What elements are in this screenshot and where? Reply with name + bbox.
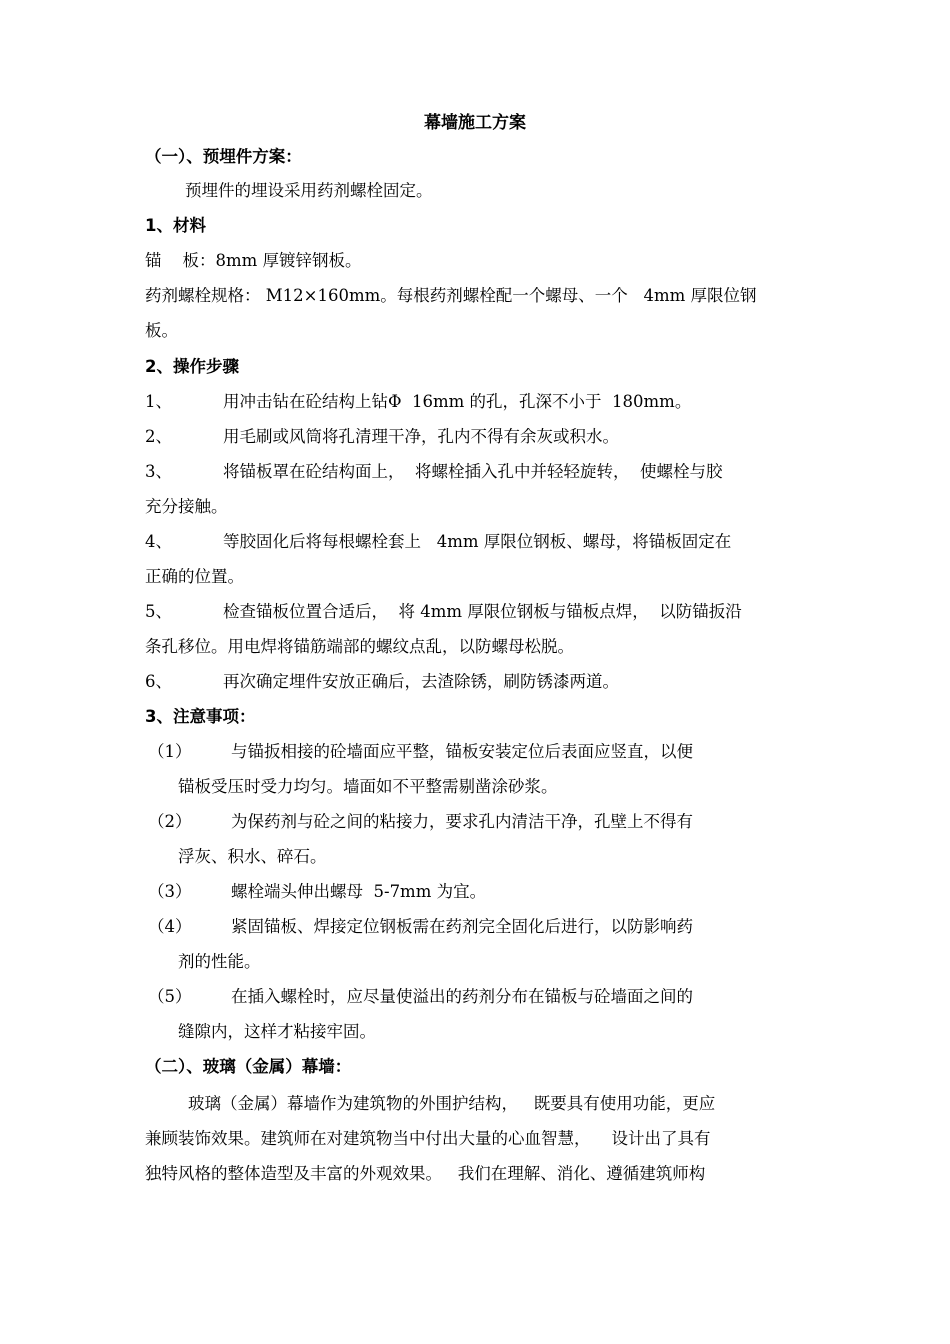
step-number: 4、 bbox=[145, 532, 172, 551]
note-text: 与锚扳相接的砼墙面应平整，锚板安装定位后表面应竖直，以便 bbox=[231, 742, 693, 761]
step-text: 用冲击钻在砼结构上钻Φ 16mm 的孔，孔深不小于 180mm。 bbox=[223, 392, 692, 411]
step-number: 3、 bbox=[145, 462, 172, 481]
note-text-continued: 剂的性能。 bbox=[178, 952, 261, 971]
section1-heading: （一）、预埋件方案： bbox=[145, 147, 302, 166]
bolt-spec-line-2: 板。 bbox=[145, 321, 178, 340]
step-text: 将锚板罩在砼结构面上， 将螺栓插入孔中并轻轻旋转， 使螺栓与胶 bbox=[223, 462, 723, 481]
step-text: 检查锚板位置合适后， 将 4mm 厚限位钢板与锚板点焊， 以防锚扳沿 bbox=[223, 602, 742, 621]
materials-heading: 1、材料 bbox=[145, 216, 206, 235]
step-text-continued: 充分接触。 bbox=[145, 497, 228, 516]
bolt-spec-line-1: 药剂螺栓规格： M12×160mm。每根药剂螺栓配一个螺母、一个 4mm 厚限位钢 bbox=[145, 286, 757, 305]
section2-paragraph-line: 兼顾装饰效果。建筑师在对建筑物当中付出大量的心血智慧， 设计出了具有 bbox=[145, 1129, 711, 1148]
step-text: 再次确定埋件安放正确后，去渣除锈，刷防锈漆两道。 bbox=[223, 672, 619, 691]
note-number: （1） bbox=[148, 742, 192, 761]
step-number: 6、 bbox=[145, 672, 172, 691]
note-text: 为保药剂与砼之间的粘接力，要求孔内清洁干净，孔壁上不得有 bbox=[231, 812, 693, 831]
note-text-continued: 浮灰、积水、碎石。 bbox=[178, 847, 327, 866]
step-text: 等胶固化后将每根螺栓套上 4mm 厚限位钢板、螺母，将锚板固定在 bbox=[223, 532, 732, 551]
note-text: 在插入螺栓时，应尽量使溢出的药剂分布在锚板与砼墙面之间的 bbox=[231, 987, 693, 1006]
note-text: 紧固锚板、焊接定位钢板需在药剂完全固化后进行，以防影响药 bbox=[231, 917, 693, 936]
step-number: 2、 bbox=[145, 427, 172, 446]
note-number: （2） bbox=[148, 812, 192, 831]
section1-intro: 预埋件的埋设采用药剂螺栓固定。 bbox=[185, 181, 433, 200]
note-text-continued: 锚板受压时受力均匀。墙面如不平整需剔凿涂砂浆。 bbox=[178, 777, 558, 796]
section2-paragraph-line: 玻璃（金属）幕墙作为建筑物的外围护结构， 既要具有使用功能，更应 bbox=[188, 1094, 716, 1113]
notes-heading: 3、注意事项： bbox=[145, 707, 256, 726]
section2-heading: （二）、玻璃（金属）幕墙： bbox=[145, 1057, 352, 1076]
step-text: 用毛刷或风筒将孔清理干净，孔内不得有余灰或积水。 bbox=[223, 427, 619, 446]
step-number: 5、 bbox=[145, 602, 172, 621]
step-text-continued: 正确的位置。 bbox=[145, 567, 244, 586]
anchor-plate-text: 锚 板：8mm 厚镀锌钢板。 bbox=[145, 251, 362, 270]
step-text-continued: 条孔移位。用电焊将锚筋端部的螺纹点乱，以防螺母松脱。 bbox=[145, 637, 574, 656]
document-title: 幕墙施工方案 bbox=[424, 113, 526, 133]
note-text-continued: 缝隙内，这样才粘接牢固。 bbox=[178, 1022, 376, 1041]
note-number: （3） bbox=[148, 882, 192, 901]
step-number: 1、 bbox=[145, 392, 172, 411]
section2-paragraph-line: 独特风格的整体造型及丰富的外观效果。 我们在理解、消化、遵循建筑师构 bbox=[145, 1164, 706, 1183]
note-number: （4） bbox=[148, 917, 192, 936]
note-number: （5） bbox=[148, 987, 192, 1006]
note-text: 螺栓端头伸出螺母 5-7mm 为宜。 bbox=[231, 882, 487, 901]
steps-heading: 2、操作步骤 bbox=[145, 357, 239, 376]
